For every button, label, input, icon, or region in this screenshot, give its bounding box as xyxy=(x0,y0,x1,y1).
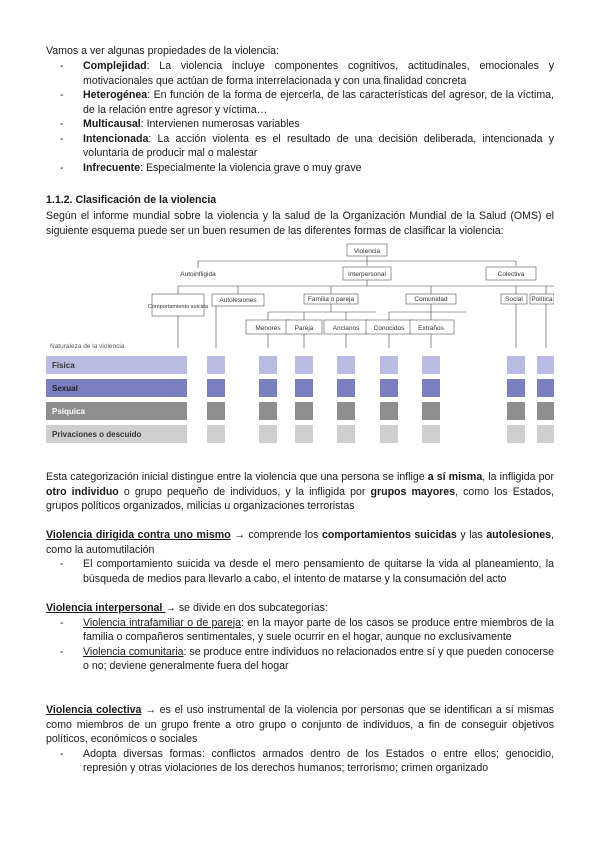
nature-cell xyxy=(422,379,440,397)
nature-cell xyxy=(207,402,225,420)
nature-cell xyxy=(337,379,355,397)
section-title: 1.1.2. Clasificación de la violencia xyxy=(46,194,217,206)
list-item: - El comportamiento suicida va desde el mero pensamiento de quitarse la vida al planeamiento, la búsqueda de medios para llevarlo a cabo, el intento de matarse y la consumación del acto xyxy=(46,557,554,586)
node-label: Violencia xyxy=(353,248,381,255)
node-label: Comunidad xyxy=(414,296,448,303)
collective-section: Violencia colectiva → es el uso instrumental de la violencia por personas que se identifican a sí mismas como miembros de un grupo frente a otro grupo o conjunto de individuos, a fin de conseguir objetivos políticos, económicos o sociales - Adopta diversas formas: conflictos armados dentro de los Estados o entre ellos; genocidio, represión y otras violaciones de los derechos humanos; terrorismo; crimen organizado xyxy=(46,703,554,776)
nature-cell xyxy=(169,425,187,443)
list-item xyxy=(46,161,554,176)
property-term: Heterogénea xyxy=(83,89,148,101)
violence-classification-diagram xyxy=(46,238,554,448)
properties-list xyxy=(46,59,554,175)
nature-cell xyxy=(537,425,554,443)
nature-cell xyxy=(295,379,313,397)
property-term: Complejidad xyxy=(83,60,147,72)
nature-cell xyxy=(207,379,225,397)
nature-cell xyxy=(259,402,277,420)
nature-row-label: Física xyxy=(52,361,75,370)
node-label: Autolesiones xyxy=(219,297,257,304)
interpersonal-heading: Violencia interpersonal xyxy=(46,602,166,614)
node-label: Conocidos xyxy=(373,325,405,332)
collective-heading: Violencia colectiva xyxy=(46,704,142,716)
nature-cell xyxy=(337,356,355,374)
categorization-paragraph: Esta categorización inicial distingue entre la violencia que una persona se inflige a sí misma, la infligida por otro individuo o grupo pequeño de individuos, y la infligida por grupos mayores, como los Estados, grupos políticos organizados, milicias u organizaciones terroristas xyxy=(46,471,554,512)
node-label: Colectiva xyxy=(497,271,525,278)
nature-rows xyxy=(46,356,172,443)
list-item xyxy=(46,117,554,132)
nature-label: Naturaleza de la violencia xyxy=(50,343,125,350)
self-violence-section: Violencia dirigida contra uno mismo → comprende los comportamientos suicidas y las autolesiones, como la automutilación - El comportamiento suicida va desde el mero pensamiento de quitarse la vida al planeamiento, la búsqueda de medios para llevarlo a cabo, el intento de matarse y la consumación del acto xyxy=(46,528,554,586)
nature-cell xyxy=(337,402,355,420)
nature-cell xyxy=(380,379,398,397)
nature-cell xyxy=(259,425,277,443)
nature-cell xyxy=(169,402,187,420)
intro-text: Vamos a ver algunas propiedades de la violencia: xyxy=(46,45,280,57)
nature-cell xyxy=(380,425,398,443)
property-text: : La acción violenta es el resultado de una decisión deliberada, intencionada y voluntaria de producir mal o malestar xyxy=(83,132,554,159)
oms-paragraph: Según el informe mundial sobre la violencia y la salud de la Organización Mundial de la Salud (OMS) el siguiente esquema puede ser un buen resumen de las diferentes formas de clasificar la violencia: xyxy=(46,210,554,237)
node-label: Interpersonal xyxy=(348,271,386,278)
interpersonal-section: Violencia interpersonal → se divide en dos subcategorías: - Violencia intrafamiliar o de pareja: en la mayor parte de los casos se produce entre miembros de la familia o compañeros sentimentales, y suele ocurrir en el hogar, aunque no exclusivamente - Violencia comunitaria: se produce entre individuos no relacionados entre sí y que pueden conocerse o no; deviene generalmente fuera del hogar xyxy=(46,601,554,674)
nature-cell xyxy=(259,356,277,374)
node-label: Pareja xyxy=(294,325,314,332)
nature-cell xyxy=(295,425,313,443)
nature-cell xyxy=(507,356,525,374)
node-label: Comportamiento suicida xyxy=(147,304,209,310)
nature-cell xyxy=(507,402,525,420)
property-term: Infrecuente xyxy=(83,161,141,174)
node-label: Menores xyxy=(255,325,281,332)
nature-cell xyxy=(507,425,525,443)
nature-cell xyxy=(537,356,554,374)
nature-cell xyxy=(295,402,313,420)
node-label: Política xyxy=(531,296,553,303)
property-text: : La violencia incluye componentes cognitivos, actitudinales, emocionales y motivacionales que actúan de forma interrelacionada y con una finalidad concreta xyxy=(83,60,554,87)
nature-cell xyxy=(295,356,313,374)
nature-cell xyxy=(169,356,187,374)
nature-cell xyxy=(169,379,187,397)
node-label: Familia o pareja xyxy=(307,296,355,303)
list-item: - Violencia comunitaria: se produce entre individuos no relacionados entre sí y que pueden conocerse o no; deviene generalmente fuera del hogar xyxy=(46,645,554,674)
list-item: - Adopta diversas formas: conflictos armados dentro de los Estados o entre ellos; genocidio, represión y otras violaciones de los derechos humanos; terrorismo; crimen organizado xyxy=(46,747,554,776)
nature-cell xyxy=(259,379,277,397)
nature-cell xyxy=(422,402,440,420)
property-text: : Intervienen numerosas variables xyxy=(140,118,300,130)
property-text: : En función de la forma de ejercerla, de las características del agresor, de la víctima, de la relación entre agresor y víctima… xyxy=(83,89,554,116)
nature-cell xyxy=(422,425,440,443)
node-label: Extraños xyxy=(418,325,444,332)
nature-cell xyxy=(207,425,225,443)
nature-cell xyxy=(537,402,554,420)
nature-row-label: Sexual xyxy=(52,384,78,393)
property-term: Multicausal xyxy=(83,118,141,130)
nature-row-label: Privaciones o descuido xyxy=(52,430,142,439)
nature-grid xyxy=(169,356,554,443)
property-term: Intencionada xyxy=(83,132,149,145)
nature-cell xyxy=(380,402,398,420)
list-item xyxy=(46,88,554,117)
nature-cell xyxy=(380,356,398,374)
nature-cell xyxy=(507,379,525,397)
nature-cell xyxy=(337,425,355,443)
self-violence-heading: Violencia dirigida contra uno mismo xyxy=(46,529,231,541)
nature-row-label: Psíquica xyxy=(52,407,85,416)
node-label: Autoinfligida xyxy=(180,271,216,278)
property-text: : Especialmente la violencia grave o muy grave xyxy=(140,161,362,174)
list-item: - Violencia intrafamiliar o de pareja: en la mayor parte de los casos se produce entre miembros de la familia o compañeros sentimentales, y suele ocurrir en el hogar, aunque no exclusivamente xyxy=(46,616,554,645)
node-label: Social xyxy=(505,296,523,303)
list-item xyxy=(46,132,554,161)
nature-cell xyxy=(537,379,554,397)
nature-cell xyxy=(422,356,440,374)
list-item xyxy=(46,59,554,88)
node-label: Ancianos xyxy=(332,325,360,332)
nature-cell xyxy=(207,356,225,374)
